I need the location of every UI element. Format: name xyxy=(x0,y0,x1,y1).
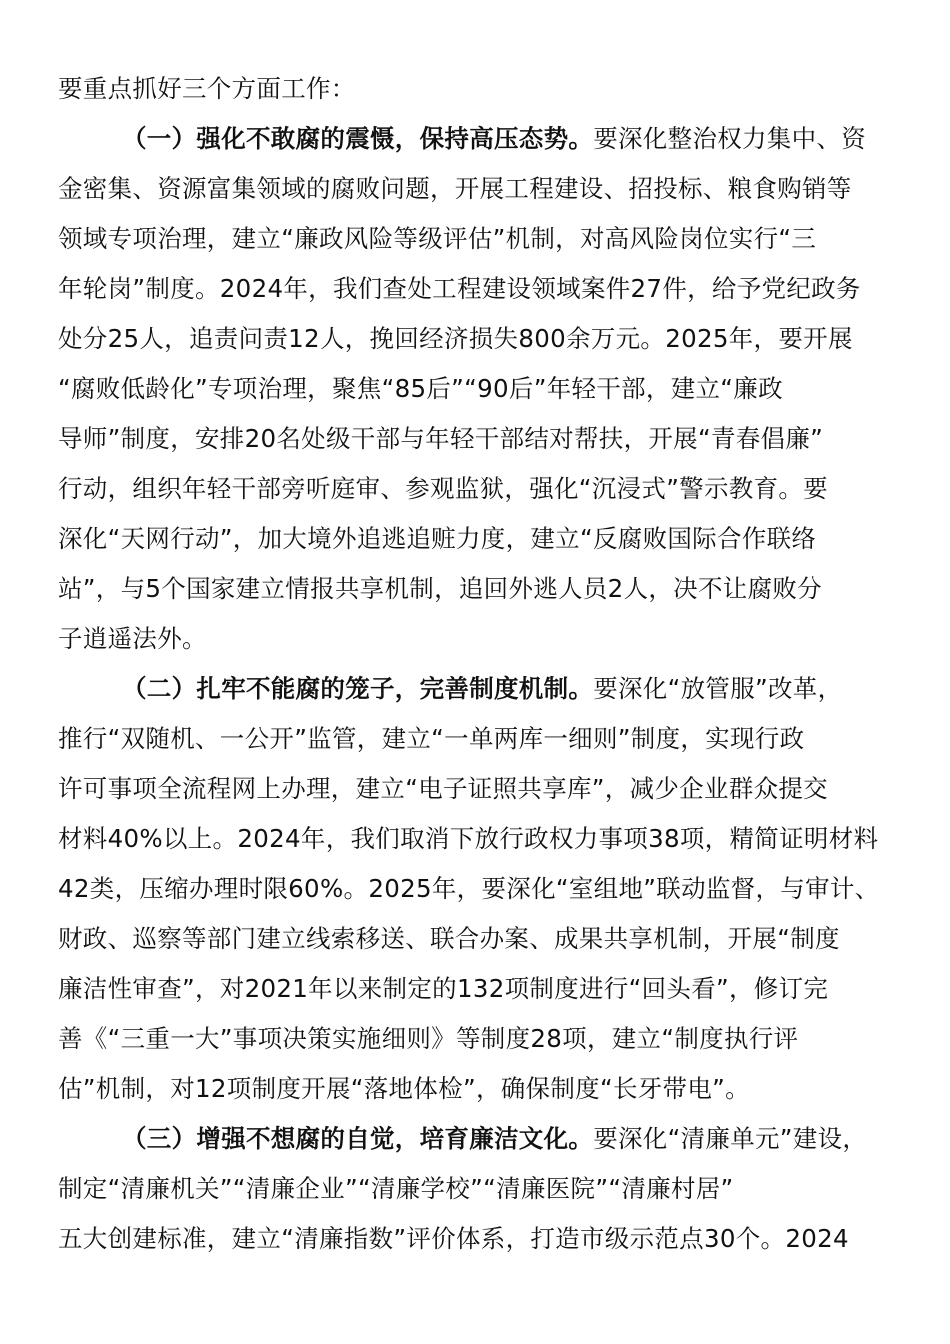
section-2-heading: （二）扎牢不能腐的笼子，完善制度机制。 xyxy=(122,674,594,703)
text-line: 行动，组织年轻干部旁听庭审、参观监狱，强化“沉浸式”警示教育。要 xyxy=(58,474,828,503)
text-span: 要深化“放管服”改革， xyxy=(593,674,843,703)
text-line: 材料40%以上。2024年，我们取消下放行政权力事项38项，精简证明材料 xyxy=(58,824,879,853)
text-line: 五大创建标准，建立“清廉指数”评价体系，打造市级示范点30个。2024 xyxy=(58,1224,849,1253)
text-line: “腐败低龄化”专项治理，聚焦“85后”“90后”年轻干部，建立“廉政 xyxy=(58,374,783,403)
section-3-heading: （三）增强不想腐的自觉，培育廉洁文化。 xyxy=(122,1124,594,1153)
text-span: 要深化整治权力集中、资 xyxy=(593,124,867,153)
text-line: 深化“天网行动”，加大境外追逃追赃力度，建立“反腐败国际合作联络 xyxy=(58,524,817,553)
text-line: 制定“清廉机关”“清廉企业”“清廉学校”“清廉医院”“清廉村居” xyxy=(58,1174,734,1203)
text-line: 财政、巡察等部门建立线索移送、联合办案、成果共享机制，开展“制度 xyxy=(58,924,840,953)
text-span: 要深化“清廉单元”建设， xyxy=(593,1124,868,1153)
text-line: 领域专项治理，建立“廉政风险等级评估”机制，对高风险岗位实行“三 xyxy=(58,224,817,253)
text-line: 廉洁性审查”，对2021年以来制定的132项制度进行“回头看”，修订完 xyxy=(58,974,829,1003)
text-line: 42类，压缩办理时限60%。2025年，要深化“室组地”联动监督，与审计、 xyxy=(58,874,880,903)
text-line: 估”机制，对12项制度开展“落地体检”，确保制度“长牙带电”。 xyxy=(58,1074,750,1103)
section-3-paragraph-start xyxy=(122,1114,898,1164)
text-line: 要重点抓好三个方面工作： xyxy=(58,74,356,103)
text-line: 善《“三重一大”事项决策实施细则》等制度28项，建立“制度执行评 xyxy=(58,1024,799,1053)
section-1-heading: （一）强化不敢腐的震慑，保持高压态势。 xyxy=(122,124,594,153)
section-1-paragraph-start xyxy=(122,114,898,164)
text-line: 子逍遥法外。 xyxy=(58,624,207,653)
text-line: 导师”制度，安排20名处级干部与年轻干部结对帮扶，开展“青春倡廉” xyxy=(58,424,824,453)
text-line: 金密集、资源富集领域的腐败问题，开展工程建设、招投标、粮食购销等 xyxy=(58,174,852,203)
text-line: 年轮岗”制度。2024年，我们查处工程建设领域案件27件，给予党纪政务 xyxy=(58,274,861,303)
text-line: 推行“双随机、一公开”监管，建立“一单两库一细则”制度，实现行政 xyxy=(58,724,805,753)
text-line: 站”，与5个国家建立情报共享机制，追回外逃人员2人，决不让腐败分 xyxy=(58,574,822,603)
text-line: 许可事项全流程网上办理，建立“电子证照共享库”，减少企业群众提交 xyxy=(58,774,828,803)
section-2-paragraph-start xyxy=(122,664,898,714)
text-line: 处分25人，追责问责12人，挽回经济损失800余万元。2025年，要开展 xyxy=(58,324,853,353)
